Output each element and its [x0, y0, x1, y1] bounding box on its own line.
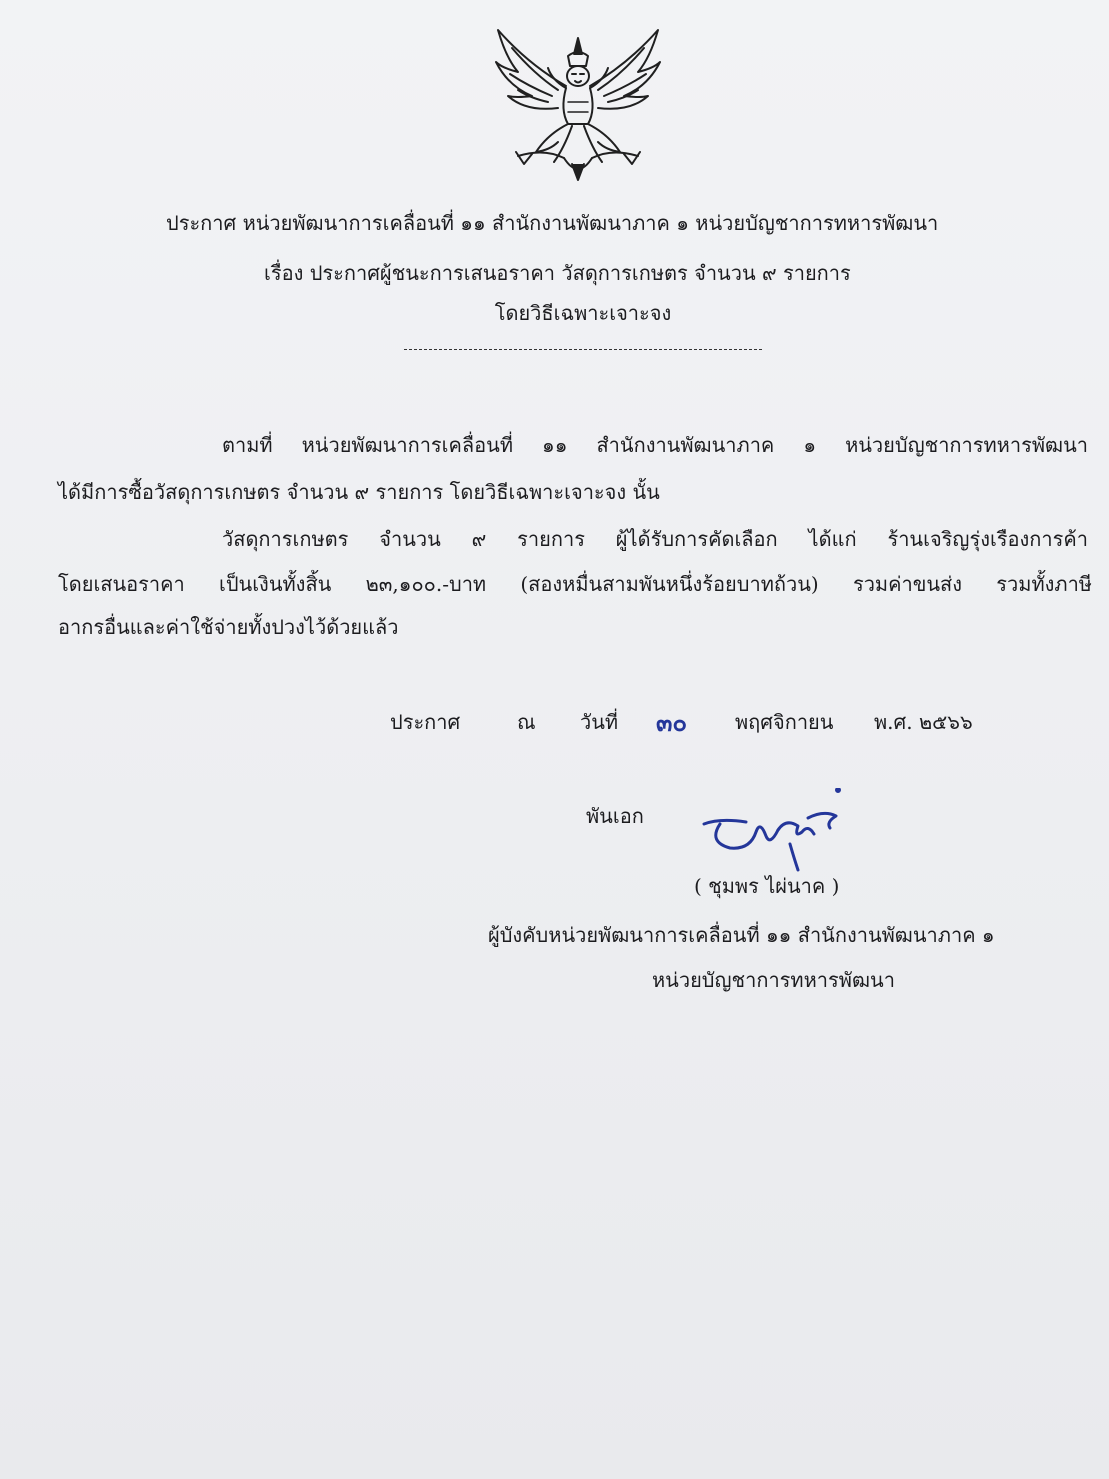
header-divider [404, 349, 762, 350]
paragraph-2-line-2: โดยเสนอราคา เป็นเงินทั้งสิ้น ๒๓,๑๐๐.-บาท (สองหมื่นสามพันหนึ่งร้อยบาทถ้วน) รวมค่าขนส่ง รวมทั้งภาษี [58, 572, 1092, 596]
handwritten-signature-icon [690, 788, 860, 878]
date-day-label: วันที่ [580, 710, 619, 734]
paragraph-1-line-2: ได้มีการซื้อวัสดุการเกษตร จำนวน ๙ รายการ โดยวิธีเฉพาะเจาะจง นั้น [58, 480, 660, 504]
date-month: พฤศจิกายน [735, 710, 834, 734]
announcement-subject: เรื่อง ประกาศผู้ชนะการเสนอราคา วัสดุการเกษตร จำนวน ๙ รายการ [264, 261, 851, 285]
date-day-handwritten: ๓๐ [656, 709, 688, 737]
signatory-position-line-2: หน่วยบัญชาการทหารพัฒนา [652, 968, 895, 992]
announcement-title: ประกาศ หน่วยพัฒนาการเคลื่อนที่ ๑๑ สำนักงานพัฒนาภาค ๑ หน่วยบัญชาการทหารพัฒนา [166, 211, 939, 235]
signatory-position-line-1: ผู้บังคับหน่วยพัฒนาการเคลื่อนที่ ๑๑ สำนักงานพัฒนาภาค ๑ [488, 923, 995, 947]
paragraph-2-line-1: วัสดุการเกษตร จำนวน ๙ รายการ ผู้ได้รับการคัดเลือก ได้แก่ ร้านเจริญรุ่งเรืองการค้า [222, 527, 1088, 551]
paragraph-1-line-1: ตามที่ หน่วยพัฒนาการเคลื่อนที่ ๑๑ สำนักงานพัฒนาภาค ๑ หน่วยบัญชาการทหารพัฒนา [222, 433, 1088, 457]
signatory-rank: พันเอก [586, 804, 644, 828]
date-year: พ.ศ. ๒๕๖๖ [874, 710, 973, 734]
procurement-method: โดยวิธีเฉพาะเจาะจง [494, 301, 672, 325]
date-announce-label: ประกาศ [390, 710, 461, 734]
date-at-label: ณ [517, 710, 536, 734]
signatory-name: ( ชุมพร ไผ่นาค ) [694, 874, 840, 898]
paragraph-2-line-3: อากรอื่นและค่าใช้จ่ายทั้งปวงไว้ด้วยแล้ว [58, 615, 399, 639]
garuda-emblem-icon [488, 24, 668, 184]
